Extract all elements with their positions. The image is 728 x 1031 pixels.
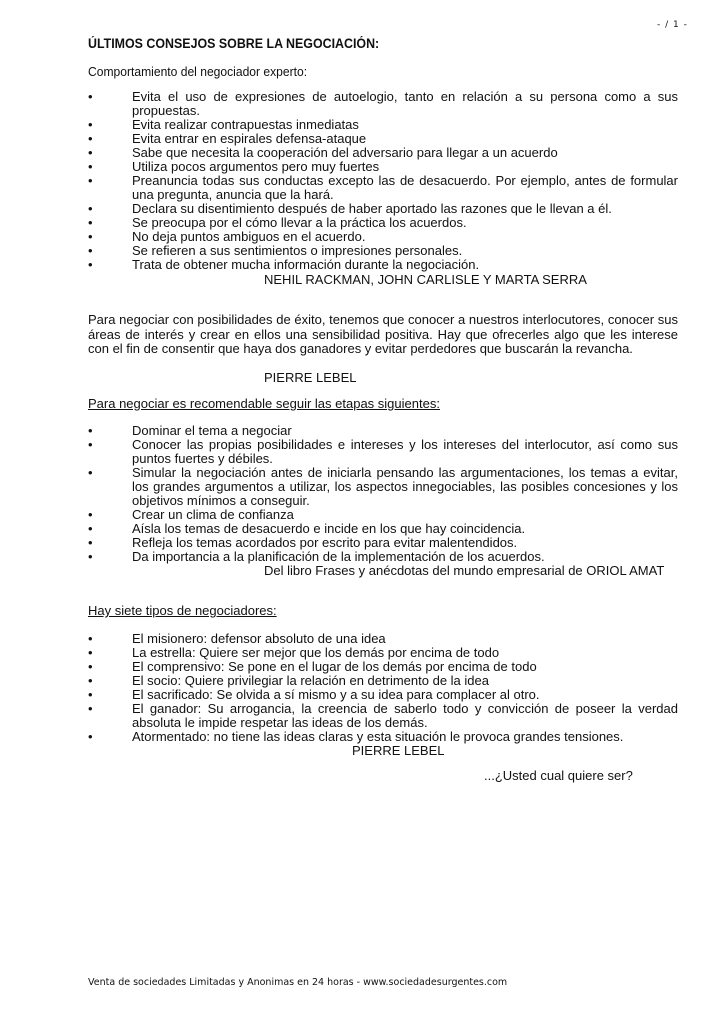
list-item: • Aísla los temas de desacuerdo e incide en los que hay coincidencia. [88,522,678,536]
list-item: • Refleja los temas acordados por escrito para evitar malentendidos. [88,536,678,550]
list-item: • Evita entrar en espirales defensa-ataque [88,132,678,146]
page-title: ÚLTIMOS CONSEJOS SOBRE LA NEGOCIACIÓN: [88,36,380,51]
list-item: • El socio: Quiere privilegiar la relación en detrimento de la idea [88,674,678,688]
list-item: • Trata de obtener mucha información durante la negociación. [88,258,678,272]
page-number: - / 1 - [657,20,688,30]
list-item: • La estrella: Quiere ser mejor que los demás por encima de todo [88,646,678,660]
section3-heading: Para negociar es recomendable seguir las etapas siguientes: [88,396,440,411]
section4-list [88,632,678,744]
list-item: • Evita realizar contrapuestas inmediatas [88,118,678,132]
section4-attribution: PIERRE LEBEL [352,742,445,758]
list-item: • Atormentado: no tiene las ideas claras y esta situación le provoca grandes tensiones. [88,730,678,744]
list-item: • El comprensivo: Se pone en el lugar de los demás por encima de todo [88,660,678,674]
list-item: • Dominar el tema a negociar [88,424,678,438]
list-item: • Se refieren a sus sentimientos o impresiones personales. [88,244,678,258]
section4-heading: Hay siete tipos de negociadores: [88,603,277,618]
section2-attribution: PIERRE LEBEL [264,369,357,385]
list-item: • Declara su disentimiento después de haber aportado las razones que le llevan a él. [88,202,678,216]
section1-attribution: NEHIL RACKMAN, JOHN CARLISLE Y MARTA SERRA [264,271,587,287]
list-item: • Evita el uso de expresiones de autoelogio, tanto en relación a su persona como a sus propuestas. [88,90,678,118]
section3-attribution: Del libro Frases y anécdotas del mundo empresarial de ORIOL AMAT [264,562,665,578]
list-item: • El sacrificado: Se olvida a sí mismo y a su idea para complacer al otro. [88,688,678,702]
list-item: • Preanuncia todas sus conductas excepto las de desacuerdo. Por ejemplo, antes de formular una pregunta, anuncia que la hará. [88,174,678,202]
section3-list [88,424,678,564]
list-item: • Conocer las propias posibilidades e intereses y los intereses del interlocutor, así como sus puntos fuertes y débiles. [88,438,678,466]
list-item: • Da importancia a la planificación de la implementación de los acuerdos. [88,550,678,564]
list-item: • Simular la negociación antes de iniciarla pensando las argumentaciones, los temas a evitar, los grandes argumentos a utilizar, los aspectos innegociables, las posibles concesiones y los objetivos mínimos a conseguir. [88,466,678,508]
list-item: • Utiliza pocos argumentos pero muy fuertes [88,160,678,174]
document-body [88,36,678,784]
section2-paragraph: Para negociar con posibilidades de éxito, tenemos que conocer a nuestros interlocutores, conocer sus áreas de interés y crear en ellos una sensibilidad positiva. Hay que ofrecerles algo que les interese con el fin de consentir que haya dos ganadores y evitar perdedores que buscarán la revancha. [88,312,678,356]
closing-question: ...¿Usted cual quiere ser? [484,768,633,783]
list-item: • Sabe que necesita la cooperación del adversario para llegar a un acuerdo [88,146,678,160]
list-item: • No deja puntos ambiguos en el acuerdo. [88,230,678,244]
list-item: • El ganador: Su arrogancia, la creencia de saberlo todo y convicción de poseer la verdad absoluta le impide respetar las ideas de los demás. [88,702,678,730]
list-item: • El misionero: defensor absoluto de una idea [88,632,678,646]
page-footer: Venta de sociedades Limitadas y Anonimas en 24 horas - www.sociedadesurgentes.com [88,977,508,988]
section1-intro: Comportamiento del negociador experto: [88,64,308,79]
list-item: • Se preocupa por el cómo llevar a la práctica los acuerdos. [88,216,678,230]
section1-list [88,90,678,272]
list-item: • Crear un clima de confianza [88,508,678,522]
